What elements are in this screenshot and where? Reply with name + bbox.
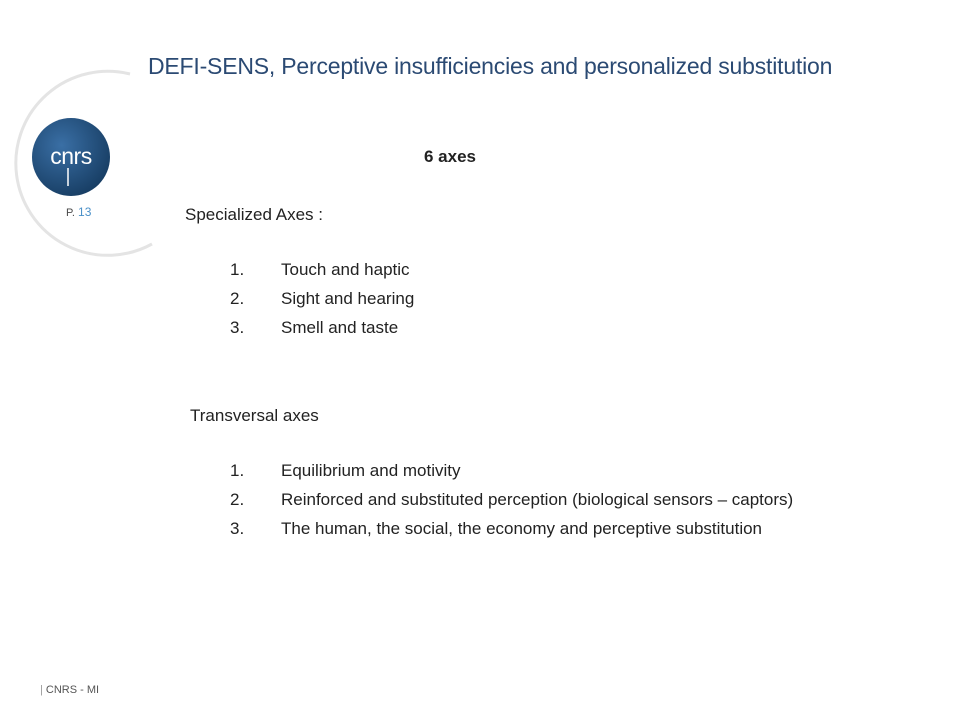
list-item-text: Equilibrium and motivity (281, 461, 461, 480)
list-item-number: 1. (230, 461, 245, 480)
list-item-number: 2. (230, 490, 245, 509)
footer-separator: | (40, 684, 43, 696)
list-item (230, 260, 414, 289)
specialized-axes-heading: Specialized Axes : (185, 205, 323, 224)
list-item-text: The human, the social, the economy and perceptive substitution (281, 519, 763, 538)
cnrs-logo (30, 116, 112, 198)
subtitle: 6 axes (424, 147, 476, 166)
list-item-text: Sight and hearing (281, 289, 415, 308)
list-item (230, 519, 793, 548)
footer-text: CNRS - MI (45, 684, 100, 696)
list-item-number: 1. (230, 260, 245, 279)
list-item-text: Reinforced and substituted perception (biological sensors – captors) (281, 490, 794, 509)
page-number-value: 13 (78, 205, 92, 219)
list-item-text: Touch and haptic (281, 260, 410, 279)
page-prefix: P. (66, 207, 75, 219)
footer (40, 684, 99, 696)
transversal-axes-list (230, 461, 793, 548)
logo-text: cnrs (50, 143, 92, 169)
list-item-text: Smell and taste (281, 318, 399, 337)
list-item (230, 490, 793, 519)
list-item-number: 3. (230, 318, 245, 337)
page-title: DEFI-SENS, Perceptive insufficiencies and personalized substitution (148, 53, 833, 79)
list-item-number: 2. (230, 289, 245, 308)
transversal-axes-heading: Transversal axes (190, 406, 319, 425)
page-number (66, 205, 91, 219)
specialized-axes-list (230, 260, 414, 347)
list-item (230, 289, 414, 318)
list-item-number: 3. (230, 519, 245, 538)
list-item (230, 318, 414, 347)
list-item (230, 461, 793, 490)
